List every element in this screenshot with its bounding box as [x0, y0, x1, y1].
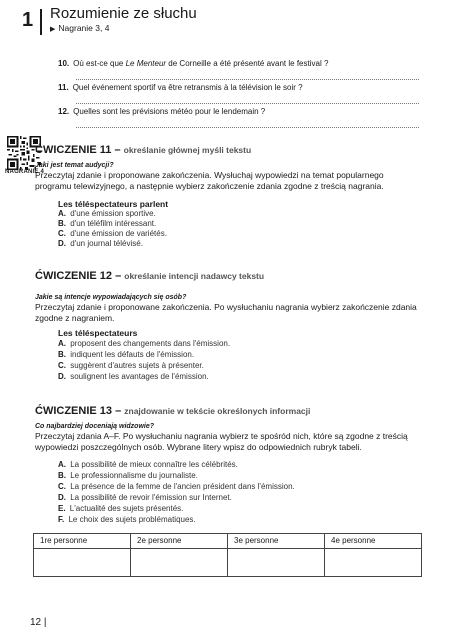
exercise-13-question: Co najbardziej doceniają widzowie?	[35, 423, 155, 430]
table-header-cell: 1re personne	[40, 536, 88, 545]
triangle-icon: ▶	[50, 26, 56, 33]
option-b: B. indiquent les défauts de l'émission.	[58, 350, 195, 359]
table-answer-row	[34, 549, 421, 577]
table-header-cell: 4e personne	[324, 534, 421, 548]
answer-cell[interactable]	[324, 549, 421, 577]
answer-line[interactable]	[76, 103, 419, 104]
answer-cell[interactable]	[130, 549, 227, 577]
answer-cell[interactable]	[227, 549, 324, 577]
qr-label: NAGRANIE 4	[5, 169, 45, 175]
question-10: 10. Où est-ce que Le Menteur de Corneille a été présenté avant le festival ?	[58, 59, 329, 68]
option-c: C. La présence de la femme de l'ancien président dans l'émission.	[58, 482, 295, 491]
chapter-title: Rozumienie ze słuchu	[50, 5, 197, 22]
page-number: 12 |	[30, 617, 47, 628]
exercise-12-stem: Les téléspectateurs	[58, 328, 138, 338]
exercise-13-instruction: Przeczytaj zdania A–F. Po wysłuchaniu nagrania wybierz te spośród nich, które są zgodne z treścią wypowiedzi poszczególnych osób. Wybrane litery wpisz do odpowiednich rubryk tabeli.	[35, 431, 408, 452]
exercise-11-title: ĆWICZENIE 11 – określanie głównej myśli tekstu	[35, 144, 252, 156]
answer-line[interactable]	[76, 79, 419, 80]
option-b: B. Le professionnalisme du journaliste.	[58, 471, 198, 480]
exercise-13-title: ĆWICZENIE 13 – znajdowanie w tekście określonych informacji	[35, 405, 311, 417]
option-a: A. proposent des changements dans l'émission.	[58, 339, 231, 348]
exercise-11-stem: Les téléspectateurs parlent	[58, 199, 169, 209]
table-header-cell: 2e personne	[130, 534, 227, 548]
exercise-11-question: Jaki jest temat audycji?	[35, 162, 114, 169]
option-d: D. soulignent les avantages de l'émission.	[58, 372, 209, 381]
option-d: D. La possibilité de revoir l'émission sur Internet.	[58, 493, 232, 502]
answer-table	[33, 533, 422, 577]
table-header-cell: 3e personne	[227, 534, 324, 548]
option-b: B. d'un téléfilm intéressant.	[58, 219, 157, 228]
question-10-text: Où est-ce que Le Menteur de Corneille a été présenté avant le festival ?	[73, 59, 329, 68]
option-e: E. L'actualité des sujets présentés.	[58, 504, 184, 513]
option-c: C. suggèrent d'autres sujets à présenter.	[58, 361, 204, 370]
answer-cell[interactable]	[34, 549, 130, 577]
question-11: 11. Quel événement sportif va être retransmis à la télévision le soir ?	[58, 83, 303, 92]
chapter-number: 1	[22, 9, 34, 31]
answer-line[interactable]	[76, 127, 419, 128]
chapter-subtitle	[50, 23, 109, 35]
option-d: D. d'un journal télévisé.	[58, 239, 143, 248]
option-c: C. d'une émission de variétés.	[58, 229, 167, 238]
exercise-12-title: ĆWICZENIE 12 – określanie intencji nadawcy tekstu	[35, 270, 265, 282]
header-divider	[40, 9, 42, 35]
recording-label: Nagranie 3, 4	[58, 23, 110, 33]
option-f: F. Le choix des sujets problématiques.	[58, 515, 196, 524]
table-header-row	[34, 534, 421, 549]
option-a: A. d'une émission sportive.	[58, 209, 156, 218]
question-12: 12. Quelles sont les prévisions météo pour le lendemain ?	[58, 107, 266, 116]
exercise-11-instruction: Przeczytaj zdanie i proponowane zakończenia. Wysłuchaj wypowiedzi na temat popularnego programu telewizyjnego, a następnie wybierz zakończenie zdania zgodne z treścią nagrania.	[35, 170, 384, 191]
exercise-12-question: Jakie są intencje wypowiadających się osób?	[35, 294, 187, 301]
exercise-12-instruction: Przeczytaj zdanie i proponowane zakończenia. Po wysłuchaniu nagrania wybierz zakończenie zdania zgodne z nagraniem.	[35, 302, 417, 323]
option-a: A. La possibilité de mieux connaître les célébrités.	[58, 460, 238, 469]
